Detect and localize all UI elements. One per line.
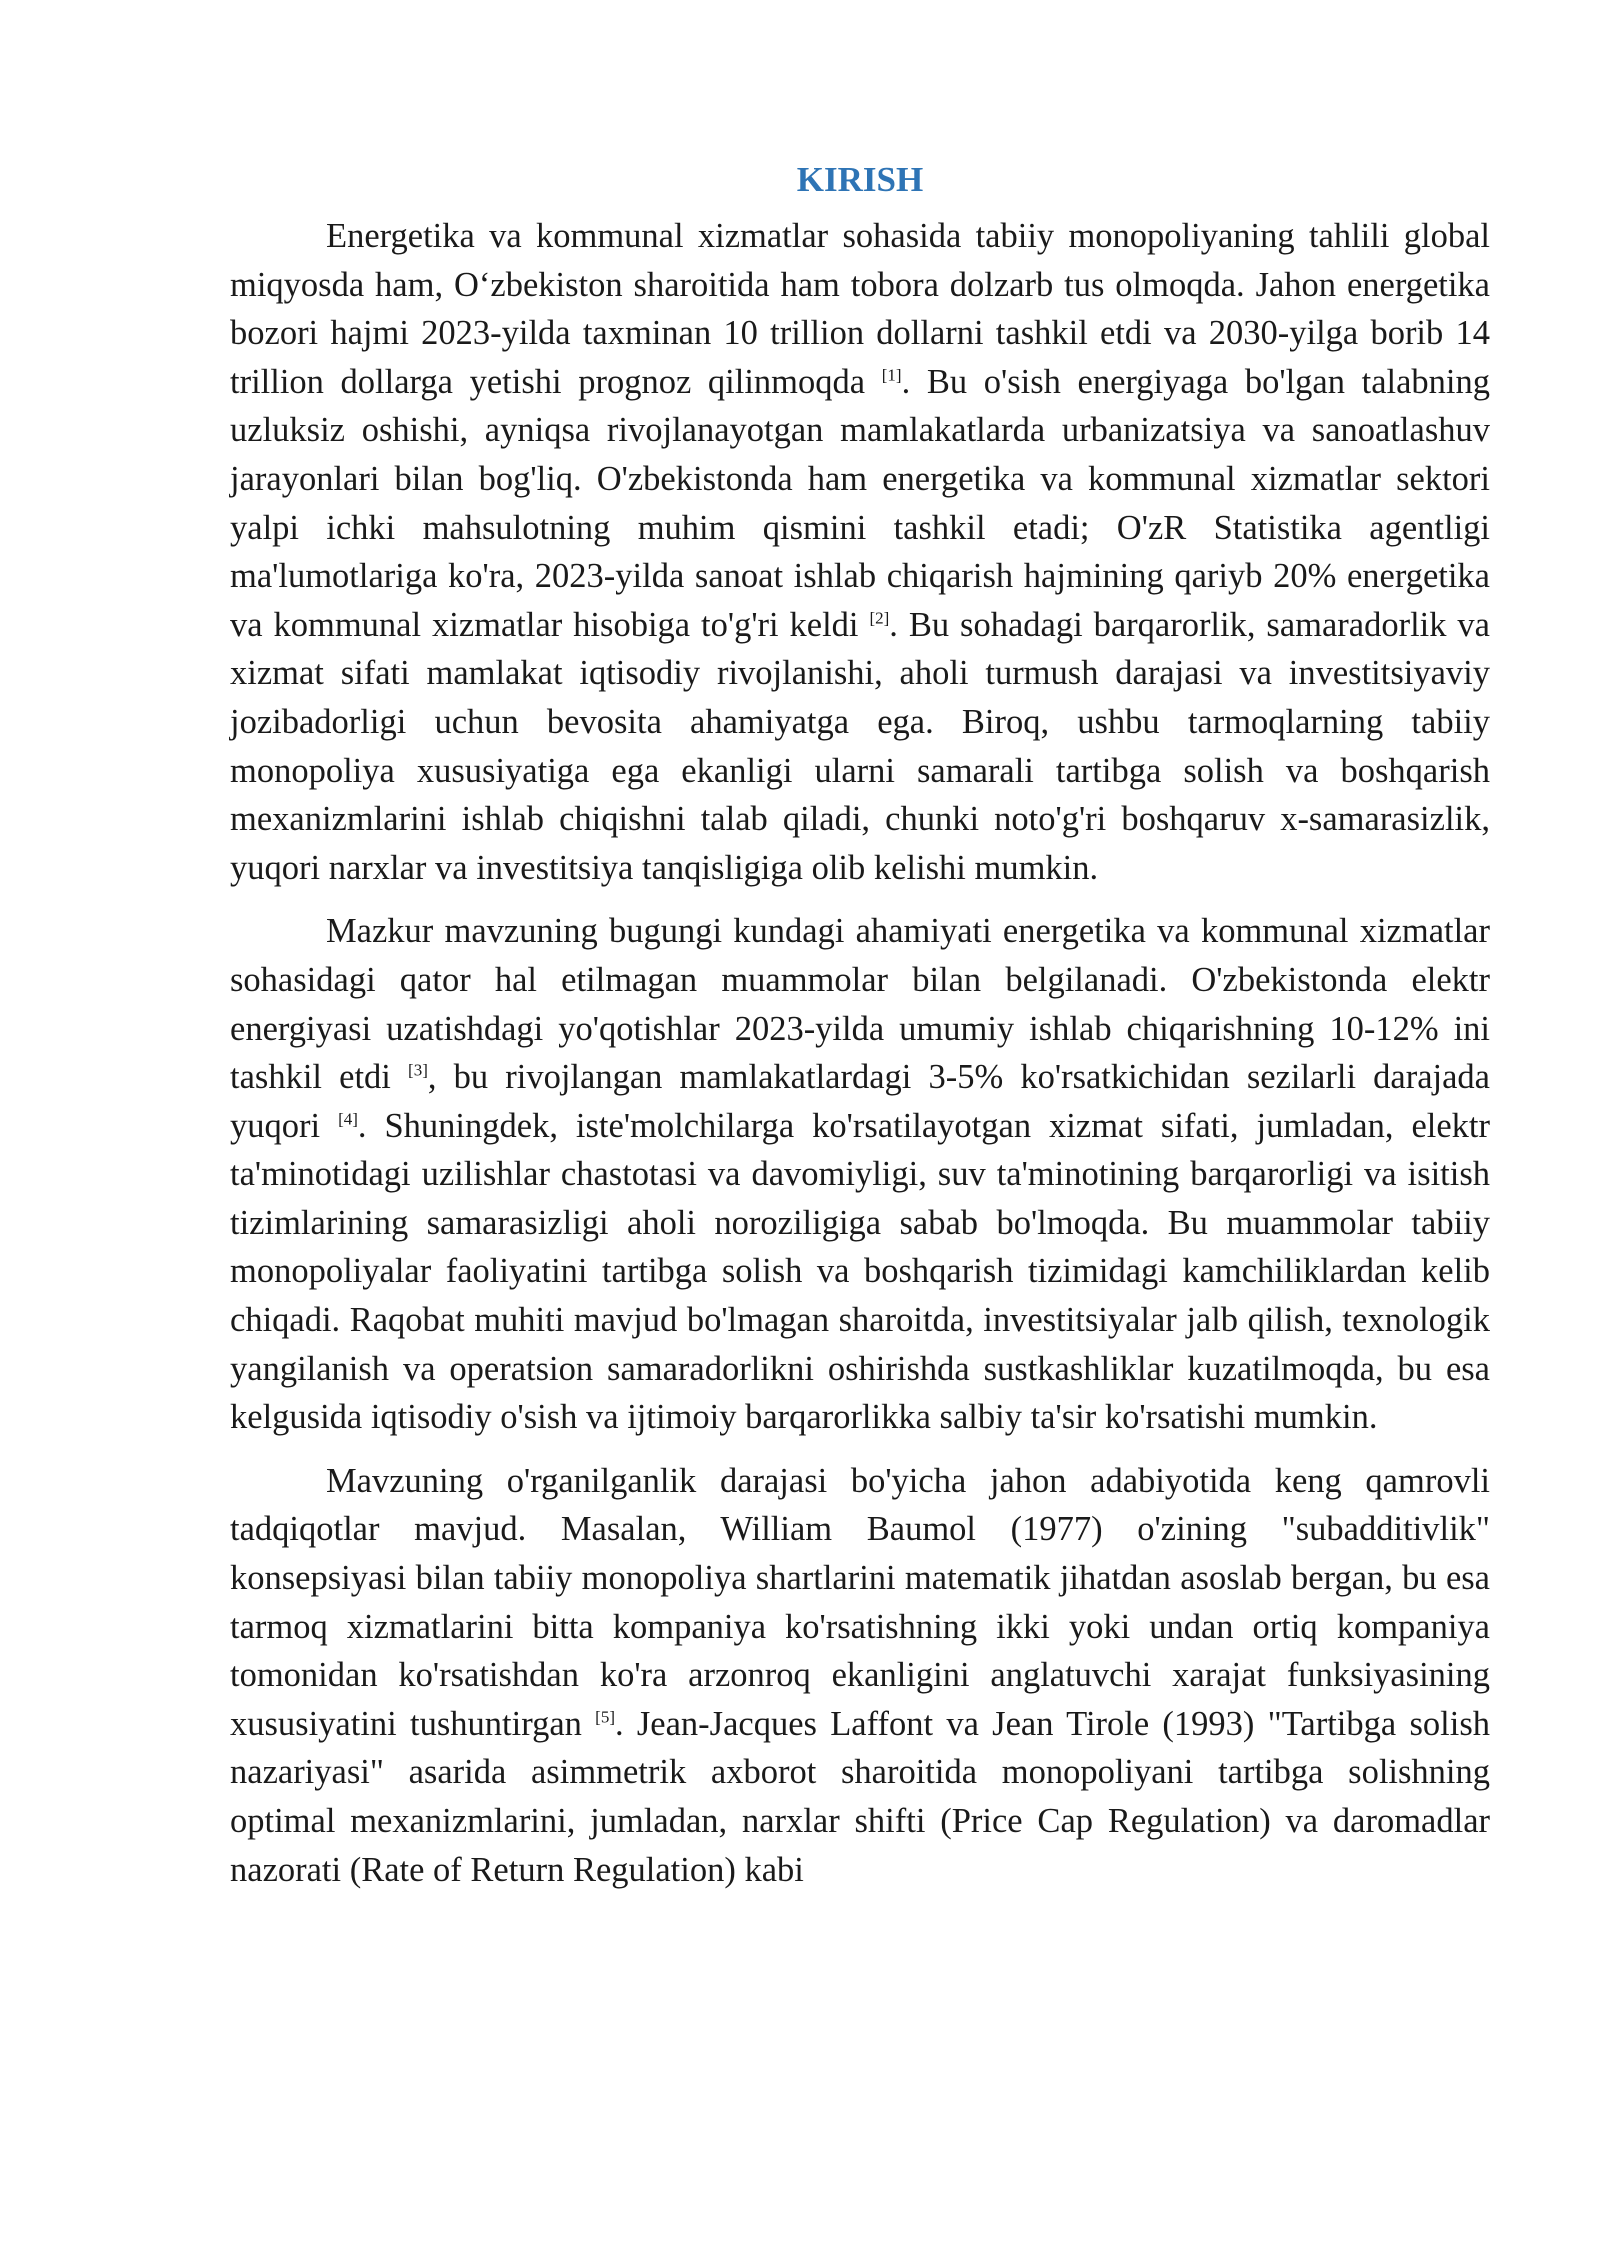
paragraph-1	[230, 212, 1490, 892]
paragraph-text: . Jean-Jacques Laffont va Jean Tirole (1993) "Tartibga solish nazariyasi" asarida asimmetrik axborot sharoitida monopoliyani tartibga solishning optimal mexanizmlarini, jumladan, narxlar shifti (Price Cap Regulation) va daromadlar nazorati (Rate of Return Regulation) kabi	[230, 1704, 1490, 1889]
footnote-ref[interactable]: [2]	[869, 608, 890, 628]
footnote-ref[interactable]: [5]	[595, 1707, 615, 1727]
footnote-ref[interactable]: [4]	[338, 1109, 358, 1129]
paragraph-text: . Bu sohadagi barqarorlik, samaradorlik va xizmat sifati mamlakat iqtisodiy rivojlanishi, aholi turmush darajasi va investitsiyaviy jozibadorligi uchun bevosita ahamiyatga ega. Biroq, ushbu tarmoqlarning tabiiy monopoliya xususiyatiga ega ekanligi ularni samarali tartibga solish va boshqarish mexanizmlarini ishlab chiqishni talab qiladi, chunki noto'g'ri boshqaruv x-samarasizlik, yuqori narxlar va investitsiya tanqisligiga olib kelishi mumkin.	[230, 605, 1490, 887]
paragraph-text: . Bu o'sish energiyaga bo'lgan talabning uzluksiz oshishi, ayniqsa rivojlanayotgan mamlakatlarda urbanizatsiya va sanoatlashuv jarayonlari bilan bog'liq. O'zbekistonda ham energetika va kommunal xizmatlar sektori yalpi ichki mahsulotning muhim qismini tashkil etadi; O'zR Statistika agentligi ma'lumotlariga ko'ra, 2023-yilda sanoat ishlab chiqarish hajmining qariyb 20% energetika va kommunal xizmatlar hisobiga to'g'ri keldi	[230, 362, 1490, 644]
page-content	[230, 150, 1490, 1909]
paragraph-text: . Shuningdek, iste'molchilarga ko'rsatilayotgan xizmat sifati, jumladan, elektr ta'minotidagi uzilishlar chastotasi va davomiyligi, suv ta'minotining barqarorligi va isitish tizimlarining samarasizligi aholi noroziligiga sabab bo'lmoqda. Bu muammolar tabiiy monopoliyalar faoliyatini tartibga solish va boshqarish tizimidagi kamchiliklardan kelib chiqadi. Raqobat muhiti mavjud bo'lmagan sharoitda, investitsiyalar jalb qilish, texnologik yangilanish va operatsion samaradorlikni oshirishda sustkashliklar kuzatilmoqda, bu esa kelgusida iqtisodiy o'sish va ijtimoiy barqarorlikka salbiy ta'sir ko'rsatishi mumkin.	[230, 1106, 1491, 1437]
paragraph-text: Mazkur mavzuning bugungi kundagi ahamiyati energetika va kommunal xizmatlar sohasidagi qator hal etilmagan muammolar bilan belgilanadi. O'zbekistonda elektr energiyasi uzatishdagi yo'qotishlar 2023-yilda umumiy ishlab chiqarishning 10-12% ini tashkil etdi	[230, 912, 1490, 1097]
paragraph-text: Energetika va kommunal xizmatlar sohasida tabiiy monopoliyaning tahlili global miqyosda ham, O‘zbekiston sharoitida ham tobora dolzarb tus olmoqda. Jahon energetika bozori hajmi 2023-yilda taxminan 10 trillion dollarni tashkil etdi va 2030-yilga borib 14 trillion dollarga yetishi prognoz qilinmoqda	[230, 217, 1490, 401]
page-title: KIRISH	[796, 160, 924, 199]
paragraph-2	[230, 907, 1490, 1442]
footnote-ref[interactable]: [3]	[408, 1060, 428, 1080]
paragraph-text: Mavzuning o'rganilganlik darajasi bo'yicha jahon adabiyotida keng qamrovli tadqiqotlar mavjud. Masalan, William Baumol (1977) o'zining "subadditivlik" konsepsiyasi bilan tabiiy monopoliya shartlarini matematik jihatdan asoslab bergan, bu esa tarmoq xizmatlarini bitta kompaniya ko'rsatishning ikki yoki undan ortiq kompaniya tomonidan ko'rsatishdan ko'ra arzonroq ekanligini anglatuvchi xarajat funksiyasining xususiyatini tushuntirgan	[230, 1461, 1490, 1743]
footnote-ref[interactable]: [1]	[881, 365, 902, 385]
paragraph-3	[230, 1457, 1490, 1894]
paragraph-text: , bu rivojlangan mamlakatlardagi 3-5% ko'rsatkichidan sezilarli darajada yuqori	[230, 1058, 1490, 1145]
